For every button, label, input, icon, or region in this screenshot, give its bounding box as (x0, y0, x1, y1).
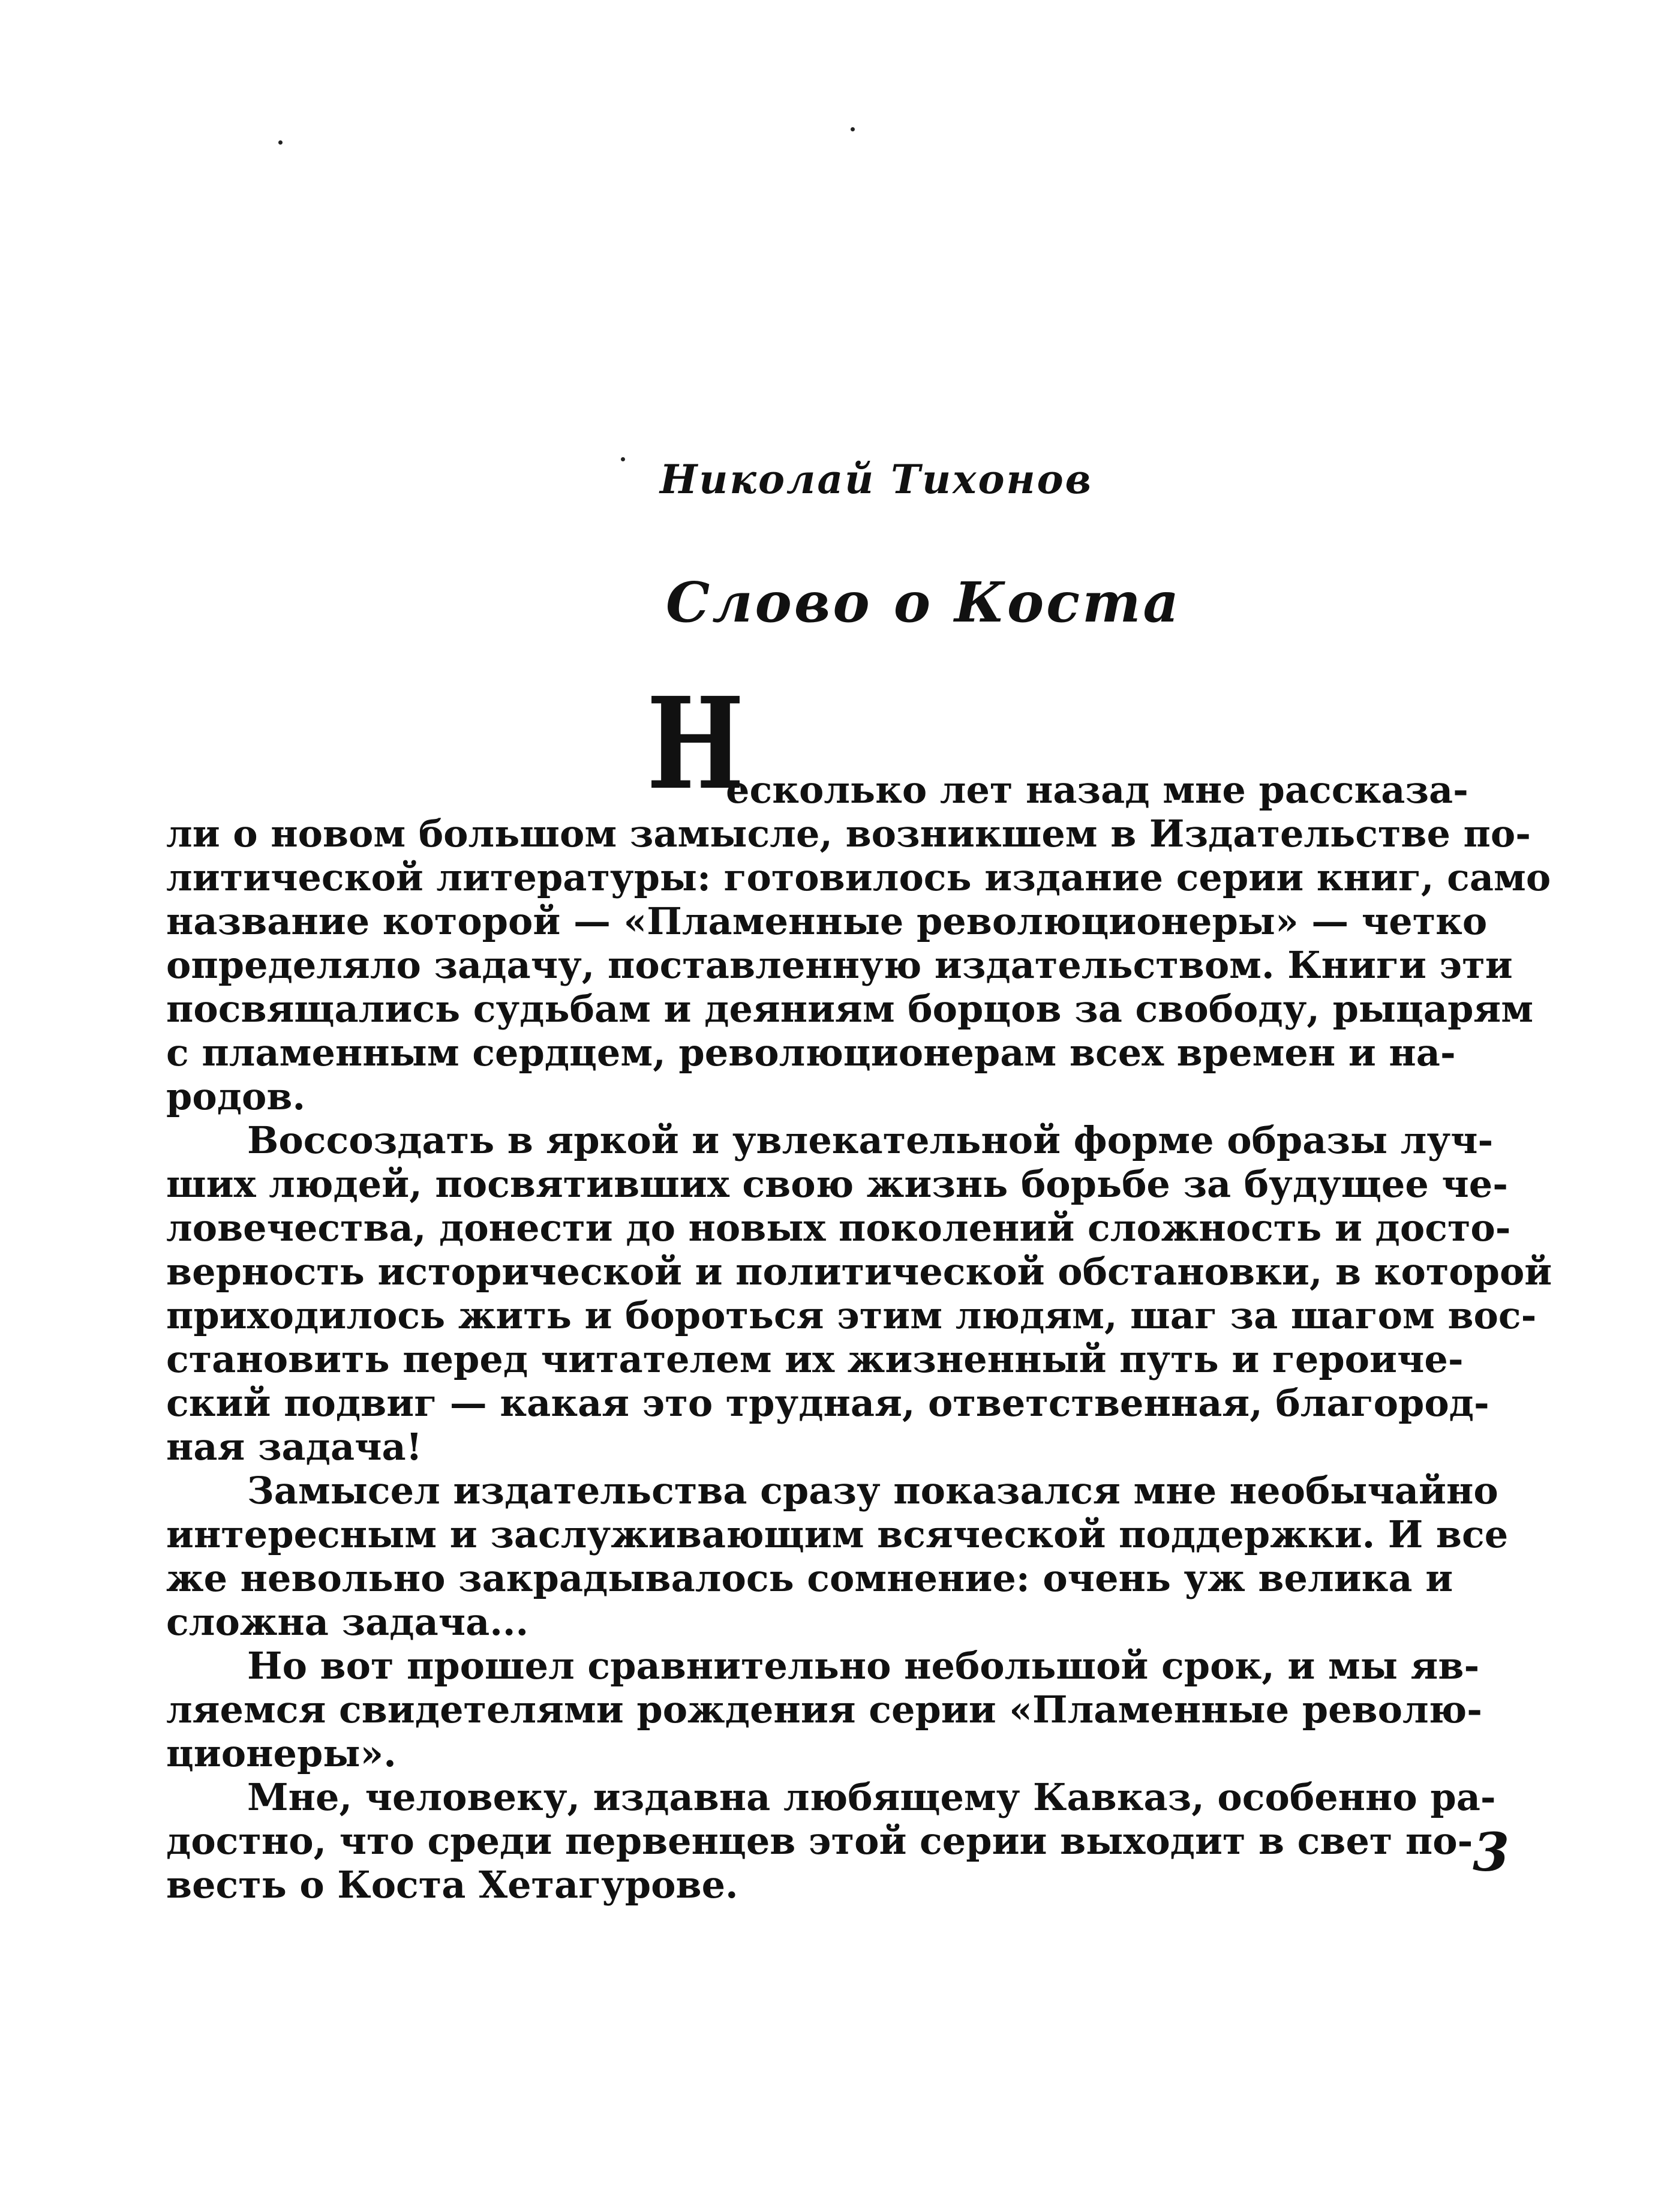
drop-cap: Н (647, 670, 744, 818)
text-line: достно, что среди первенцев этой серии выходит в свет по- (166, 1819, 1473, 1863)
text-line: ский подвиг — какая это трудная, ответственная, благород- (166, 1381, 1489, 1425)
text-line: приходилось жить и бороться этим людям, шаг за шагом вос- (166, 1293, 1537, 1337)
text-line: Мне, человеку, издавна любящему Кавказ, особенно ра- (247, 1775, 1496, 1819)
text-line: ционеры». (166, 1731, 397, 1775)
page-number: 3 (1473, 1821, 1510, 1883)
text-line: родов. (166, 1075, 306, 1118)
text-line: Воссоздать в яркой и увлекательной форме образы луч- (247, 1118, 1494, 1162)
print-speck (278, 140, 283, 145)
text-line: становить перед читателем их жизненный путь и героиче- (166, 1337, 1464, 1381)
text-line: название которой — «Пламенные революционеры» — четко (166, 899, 1488, 943)
text-line: есколько лет назад мне рассказа- (726, 768, 1468, 812)
text-line: Замысел издательства сразу показался мне необычайно (247, 1469, 1498, 1512)
text-line: Но вот прошел сравнительно небольшой срок, и мы яв- (247, 1644, 1480, 1688)
print-speck (851, 127, 855, 131)
chapter-title: Слово о Коста (666, 570, 1182, 635)
text-line: ловечества, донести до новых поколений сложность и досто- (166, 1206, 1511, 1250)
text-line: интересным и заслуживающим всяческой поддержки. И все (166, 1512, 1509, 1556)
text-line: ли о новом большом замысле, возникшем в Издательстве по- (166, 812, 1531, 856)
text-line: ная задача! (166, 1425, 422, 1469)
text-line: сложна задача... (166, 1600, 529, 1644)
text-line: посвящались судьбам и деяниям борцов за свободу, рыцарям (166, 987, 1534, 1031)
text-line: ляемся свидетелями рождения серии «Пламенные револю- (166, 1688, 1482, 1731)
author-name: Николай Тихонов (660, 456, 1094, 503)
body-text (166, 768, 1552, 1907)
text-line: литической литературы: готовилось издание серии книг, само (166, 856, 1551, 899)
text-line: определяло задачу, поставленную издательством. Книги эти (166, 943, 1513, 987)
print-speck (621, 457, 625, 461)
text-line: с пламенным сердцем, революционерам всех времен и на- (166, 1031, 1456, 1075)
text-line: верность исторической и политической обстановки, в которой (166, 1250, 1552, 1293)
text-line: же невольно закрадывалось сомнение: очень уж велика и (166, 1556, 1453, 1600)
text-line: весть о Коста Хетагурове. (166, 1863, 738, 1907)
text-line: ших людей, посвятивших свою жизнь борьбе за будущее че- (166, 1162, 1508, 1206)
